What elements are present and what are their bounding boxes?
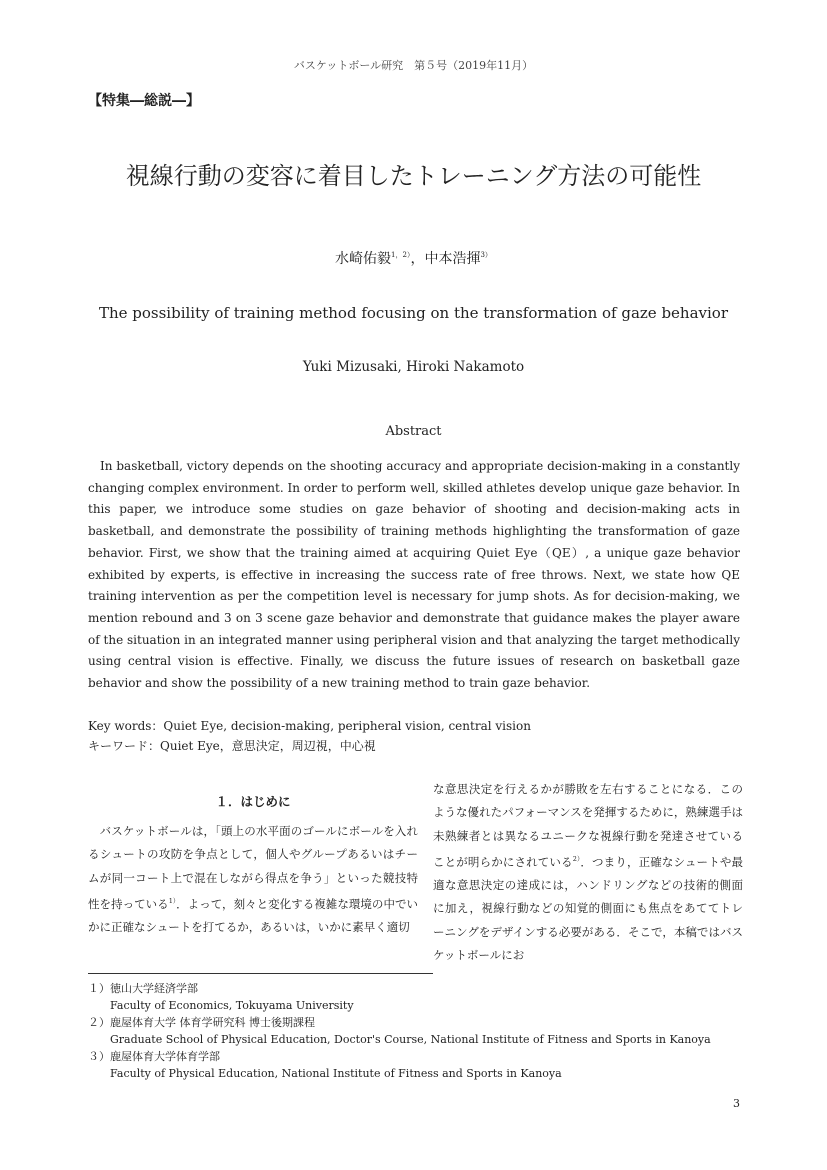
abstract-body bbox=[88, 456, 740, 695]
author-name: 水崎佑毅 bbox=[335, 251, 392, 267]
author-affiliation-mark: 3） bbox=[480, 251, 492, 259]
body-text: ．よって，刻々と変化する複雑な環境の中でいかに正確なシュートを打てるか，あるいは，いかに素早く適切 bbox=[88, 896, 418, 935]
citation-mark: 1） bbox=[168, 896, 177, 905]
body-text: バスケットボールは，「頭上の水平面のゴールにボールを入れるシュートの攻防を争点として，個人やグループあるいはチームが同一コート上で混在しながら得点を争う」といった競技特性を持っている bbox=[88, 824, 418, 911]
abstract-text: In basketball, victory depends on the shooting accuracy and appropriate decision-making in a constantly changing complex environment. In order to perform well, skilled athletes develop unique gaze behavior. In this paper, we introduce some studies on gaze behavior of shooting and decision-making acts in basketball, and demonstrate the possibility of training methods highlighting the transformation of gaze behavior. First, we show that the training aimed at acquiring Quiet Eye（QE）, a unique gaze behavior exhibited by experts, is effective in increasing the success rate of free throws. Next, we state how QE training intervention as per the competition level is necessary for jump shots. As for decision-making, we mention rebound and 3 on 3 scene gaze behavior and demonstrate that guidance makes the player aware of the situation in an integrated manner using peripheral vision and that analyzing the target methodically using central vision is effective. Finally, we discuss the future issues of research on basketball gaze behavior and show the possibility of a new training method to train gaze behavior. bbox=[88, 459, 740, 691]
footnote-affiliation-en: Graduate School of Physical Education, Doctor's Course, National Institute of Fitness and Sports in Kanoya bbox=[110, 1033, 711, 1046]
author-affiliation-mark: 1，2） bbox=[391, 251, 411, 259]
footnote-divider bbox=[88, 973, 433, 974]
keywords-ja: キーワード：Quiet Eye，意思決定，周辺視，中心視 bbox=[88, 739, 376, 753]
author-name: 中本浩揮 bbox=[424, 251, 481, 267]
section-heading: １．はじめに bbox=[215, 794, 291, 809]
body-column-left bbox=[88, 820, 418, 939]
footnote-affiliation-ja: １）徳山大学経済学部 bbox=[88, 982, 198, 995]
footnote-affiliation-ja: ２）鹿屋体育大学 体育学研究科 博士後期課程 bbox=[88, 1016, 315, 1029]
feature-label: 【特集―総説―】 bbox=[88, 93, 200, 109]
author-separator: ， bbox=[410, 251, 425, 267]
page-number: 3 bbox=[733, 1097, 740, 1110]
authors-en: Yuki Mizusaki, Hiroki Nakamoto bbox=[302, 359, 525, 375]
footnote-affiliation-ja: ３）鹿屋体育大学体育学部 bbox=[88, 1050, 220, 1063]
paper-title-en: The possibility of training method focusing on the transformation of gaze behavior bbox=[98, 304, 729, 322]
abstract-heading: Abstract bbox=[385, 424, 442, 439]
running-header: バスケットボール研究 第５号（2019年11月） bbox=[293, 59, 534, 72]
keywords-en: Key words：Quiet Eye, decision-making, peripheral vision, central vision bbox=[88, 719, 531, 733]
footnotes bbox=[88, 980, 711, 1082]
keywords bbox=[88, 716, 531, 756]
footnote-affiliation-en: Faculty of Economics, Tokuyama University bbox=[110, 999, 354, 1012]
authors-ja bbox=[0, 248, 827, 268]
body-text: ．つまり，正確なシュートや最適な意思決定の達成には，ハンドリングなどの技術的側面に加え，視線行動などの知覚的側面にも焦点をあててトレーニングをデザインする必要がある．そこで，本稿ではバスケットボールにお bbox=[433, 854, 743, 963]
paper-title-ja: 視線行動の変容に着目したトレーニング方法の可能性 bbox=[125, 162, 702, 190]
body-text: な意思決定を行えるかが勝敗を左右することになる．このような優れたパフォーマンスを発揮するために，熟練選手は未熟練者とは異なるユニークな視線行動を発達させていることが明らかにされている bbox=[433, 782, 743, 869]
footnote-affiliation-en: Faculty of Physical Education, National Institute of Fitness and Sports in Kanoya bbox=[110, 1067, 562, 1080]
citation-mark: 2） bbox=[572, 854, 581, 863]
body-column-right bbox=[433, 778, 743, 967]
